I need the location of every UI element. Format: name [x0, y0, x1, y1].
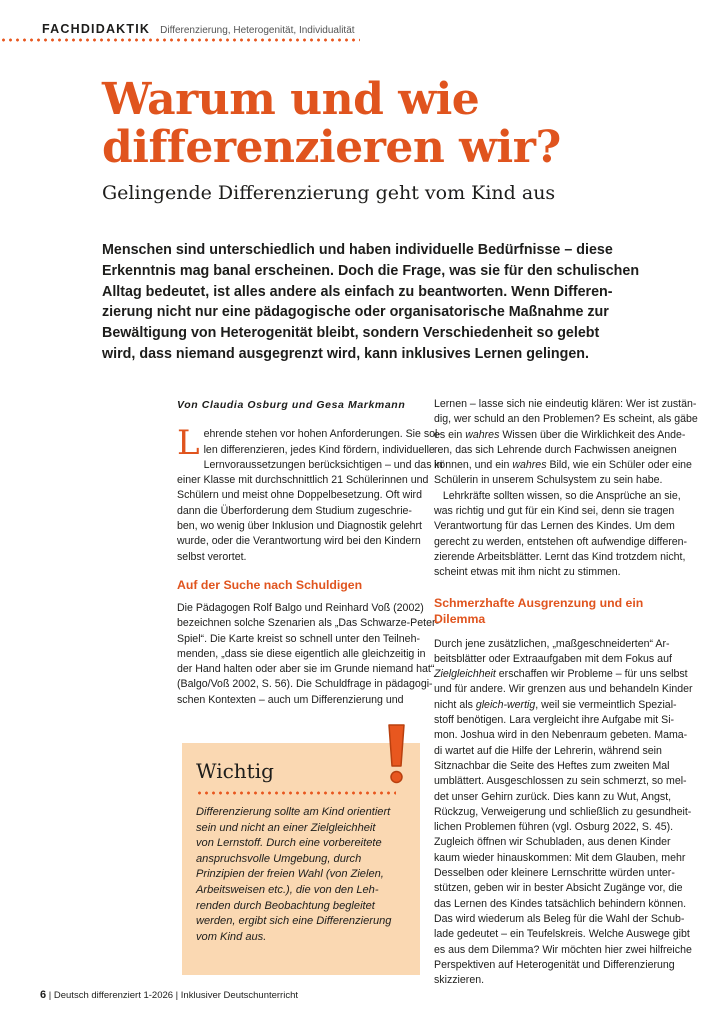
text-line: bezeichnen solche Szenarien als „Das Schwarze-Peter- — [177, 617, 440, 630]
drop-cap: L — [177, 423, 200, 464]
text-line: len differenzieren, jedes Kind fördern, individuelle — [203, 443, 435, 456]
article-column-right — [434, 397, 698, 988]
text-line: zierende Arbeitsblätter. Lernt das Kind trotzdem nicht, — [434, 550, 686, 563]
section-heading-line: Schmerzhafte Ausgrenzung und ein — [434, 595, 644, 610]
text-line: Verantwortung für das Lernen des Kindes. Um dem — [434, 520, 675, 533]
footer-text: Deutsch differenziert 1-2026 | Inklusiver Deutschunterricht — [53, 990, 299, 1001]
text-line: mon. Joshua wird in den Nebenraum gebeten. Mama- — [434, 729, 688, 742]
header-dotted-rule — [0, 38, 360, 42]
section-heading — [434, 595, 678, 627]
emphasis: Zielgleichheit — [434, 668, 496, 681]
section-label: FACHDIDAKTIK — [42, 22, 151, 36]
title-line-2 — [102, 124, 561, 172]
byline: Von Claudia Osburg und Gesa Markmann — [177, 399, 406, 411]
info-line: Differenzierung sollte am Kind orientiert — [196, 806, 391, 818]
text-line: menden, „dass sie diese eigentlich alle gleichzeitig in — [177, 647, 426, 660]
info-line: vom Kind aus. — [196, 930, 267, 943]
text-line: es aus dem Dilemma? Wir möchten hier zwei hilfreiche — [434, 943, 692, 956]
text-line: Perspektiven auf Heterogenität und Differenzierung — [434, 958, 675, 971]
text-line: der Hand halten oder aber sie im Grunde niemand hat“ — [177, 663, 435, 676]
text-line: Die Pädagogen Rolf Balgo und Reinhard Voß (2002) — [177, 601, 424, 614]
text-line: Zugleich öffnen wir Schubladen, aus denen Kinder — [434, 836, 671, 849]
text-line: nicht als gleich-wertig, weil sie vermeintlich Spezial- — [434, 698, 677, 711]
lead-line: wird, dass niemand ausgegrenzt wird, kann inklusives Lernen gelingen. — [102, 345, 590, 362]
info-line: werden, ergibt sich eine Differenzierung — [196, 915, 392, 928]
text-line: was richtig und gut für ein Kind sei, denn sie tragen — [434, 505, 675, 518]
article-subtitle: Gelingende Differenzierung geht vom Kind aus — [102, 182, 556, 204]
text-line: Desselben oder kleinere Lernschritte würden unter- — [434, 867, 675, 880]
info-box-title: Wichtig — [196, 759, 274, 783]
title-line-1: Warum und wie — [102, 74, 480, 125]
text-line: Durch jene zusätzlichen, „maßgeschneiderten“ Ar- — [434, 637, 670, 650]
text-line: einer Klasse mit durchschnittlich 21 Schülerinnen und — [177, 474, 429, 487]
emphasis: wahres — [512, 459, 547, 472]
text-line: ben, wo wenig über Inklusion und Diagnostik gelehrt — [177, 520, 422, 533]
emphasis: gleich-wertig — [475, 698, 536, 711]
text-line: Rückzug, Verweigerung und schließlich zu gesundheit- — [434, 805, 692, 818]
text-line: beitsblätter oder Extraaufgaben mit dem Fokus auf — [434, 652, 672, 665]
text-line: Lernen – lasse sich nie eindeutig klären: Wer ist zustän- — [434, 398, 697, 410]
lead-line: Erkenntnis mag banal erscheinen. Doch die Frage, was sie für den schulischen — [102, 262, 640, 279]
text-line: (Balgo/Voß 2002, S. 56). Die Schuldfrage in pädagogi- — [177, 678, 433, 691]
page-header — [42, 22, 355, 36]
info-line: anspruchsvolle Umgebung, durch — [196, 852, 362, 865]
paragraph — [434, 489, 688, 581]
section-heading: Auf der Suche nach Schuldigen — [177, 577, 363, 592]
info-line: Arbeitsweisen etc.), die von den Leh- — [196, 883, 379, 896]
article-title — [102, 76, 561, 172]
info-line: von Lernstoff. Durch eine vorbereitete — [196, 837, 382, 850]
text-line: Das wird wiederum als Beleg für die Wahl der Schub- — [434, 912, 685, 925]
article-column-left — [177, 398, 443, 708]
text-line: Sitznachbar die Seite des Heftes zum zweiten Mal — [434, 759, 670, 772]
lead-line: Alltag bedeutet, ist alles andere als einfach zu beantworten. Wenn Differen- — [102, 283, 613, 300]
info-box-dotted-rule — [196, 791, 396, 795]
text-line: dann die Überforderung dem Studium zugeschrie- — [177, 504, 412, 517]
section-paragraph — [177, 601, 440, 708]
text-line: es ein wahres Wissen über die Wirklichkeit des Ande- — [434, 428, 686, 441]
exclamation-icon — [380, 722, 412, 786]
info-box-text — [196, 805, 406, 945]
text-line: dig, wer schuld an den Problemen? Es scheint, als gäbe — [434, 413, 698, 426]
text-line: das Lernen des Kindes tatsächlich behindern können. — [434, 897, 687, 910]
text-line: Lehrkräfte sollten wissen, so die Ansprüche an sie, — [434, 489, 681, 502]
text-line: können, und ein wahres Bild, wie ein Schüler oder eine — [434, 459, 692, 472]
lead-line: Bewältigung von Heterogenität bleibt, sondern Verschiedenheit so gelebt — [102, 325, 600, 342]
info-line: renden durch Beobachtung begleitet — [196, 899, 375, 912]
text-line: wurde, oder die Verantwortung wird bei den Kindern — [177, 535, 421, 548]
text-line: Lernvoraussetzungen berücksichtigen – und das in — [203, 458, 443, 471]
text-line: Spiel“. Die Karte kreist so schnell unter den Teilneh- — [177, 632, 420, 645]
footer-separator: | — [46, 990, 54, 1001]
text-line: umblättert. Ausgeschlossen zu sein schmerzt, so mel- — [434, 775, 687, 788]
text-line: scheint etwas mit ihm nicht zu stimmen. — [434, 566, 621, 579]
text-line: Zielgleichheit erschaffen wir Probleme – für uns selbst — [434, 668, 688, 681]
text-line: det unser Gehirn zurück. Dies kann zu Wut, Angst, — [434, 790, 672, 803]
text-line: stoff benötigen. Lara vergleicht ihre Aufgabe mit Si- — [434, 714, 675, 727]
text-line: selbst verortet. — [177, 550, 247, 563]
lead-line: zierung nicht nur eine pädagogische oder organisatorische Maßnahme zur — [102, 304, 609, 321]
section-paragraph — [434, 637, 693, 989]
text-line: ren, das sich Lehrende durch Fachwissen aneignen — [434, 443, 677, 456]
text-line: ehrende stehen vor hohen Anforderungen. Sie sol- — [203, 428, 441, 441]
text-line: kaum wieder hinauskommen: Mit dem Glauben, mehr — [434, 851, 686, 864]
text-line: und für andere. Wir grenzen aus und behandeln Kinder — [434, 683, 693, 696]
page-number: 6 — [40, 989, 47, 1001]
lead-line: Menschen sind unterschiedlich und haben individuelle Bedürfnisse – diese — [102, 242, 613, 258]
text-line: Schülern und meist ohne Doppelbesetzung. Oft wird — [177, 489, 422, 502]
text-line: gerecht zu werden, entstehen oft aufwendige differen- — [434, 535, 688, 548]
text-line: di wartet auf die Hilfe der Lehrerin, während sein — [434, 744, 662, 757]
text-line: Schülerin in unserem Schulsystem zu sein habe. — [434, 474, 663, 487]
text-line: stützen, geben wir in bester Absicht Zugänge vor, die — [434, 882, 683, 895]
section-heading-line: Dilemma — [434, 611, 486, 626]
title-line-2-rest: wir? — [444, 122, 561, 173]
lead-paragraph — [102, 240, 640, 365]
intro-paragraph — [177, 423, 443, 565]
info-line: sein und nicht an einer Zielgleichheit — [196, 821, 376, 834]
text-line: schen Kontexten – auch um Differenzierung und — [177, 693, 404, 706]
text-line: lade gedeutet – ein Teufelskreis. Welche Auswege gibt — [434, 928, 690, 941]
emphasis: wahres — [465, 428, 500, 441]
info-line: Prinzipien der freien Wahl (von Zielen, — [196, 868, 384, 881]
title-bold-word: differenzieren — [102, 122, 445, 173]
text-line: skizzieren. — [434, 974, 485, 987]
section-topics: Differenzierung, Heterogenität, Individualität — [160, 25, 355, 36]
page-footer — [40, 989, 298, 1001]
paragraph — [434, 397, 698, 489]
text-line: lichen Problemen führen (vgl. Osburg 2022, S. 45). — [434, 821, 674, 834]
